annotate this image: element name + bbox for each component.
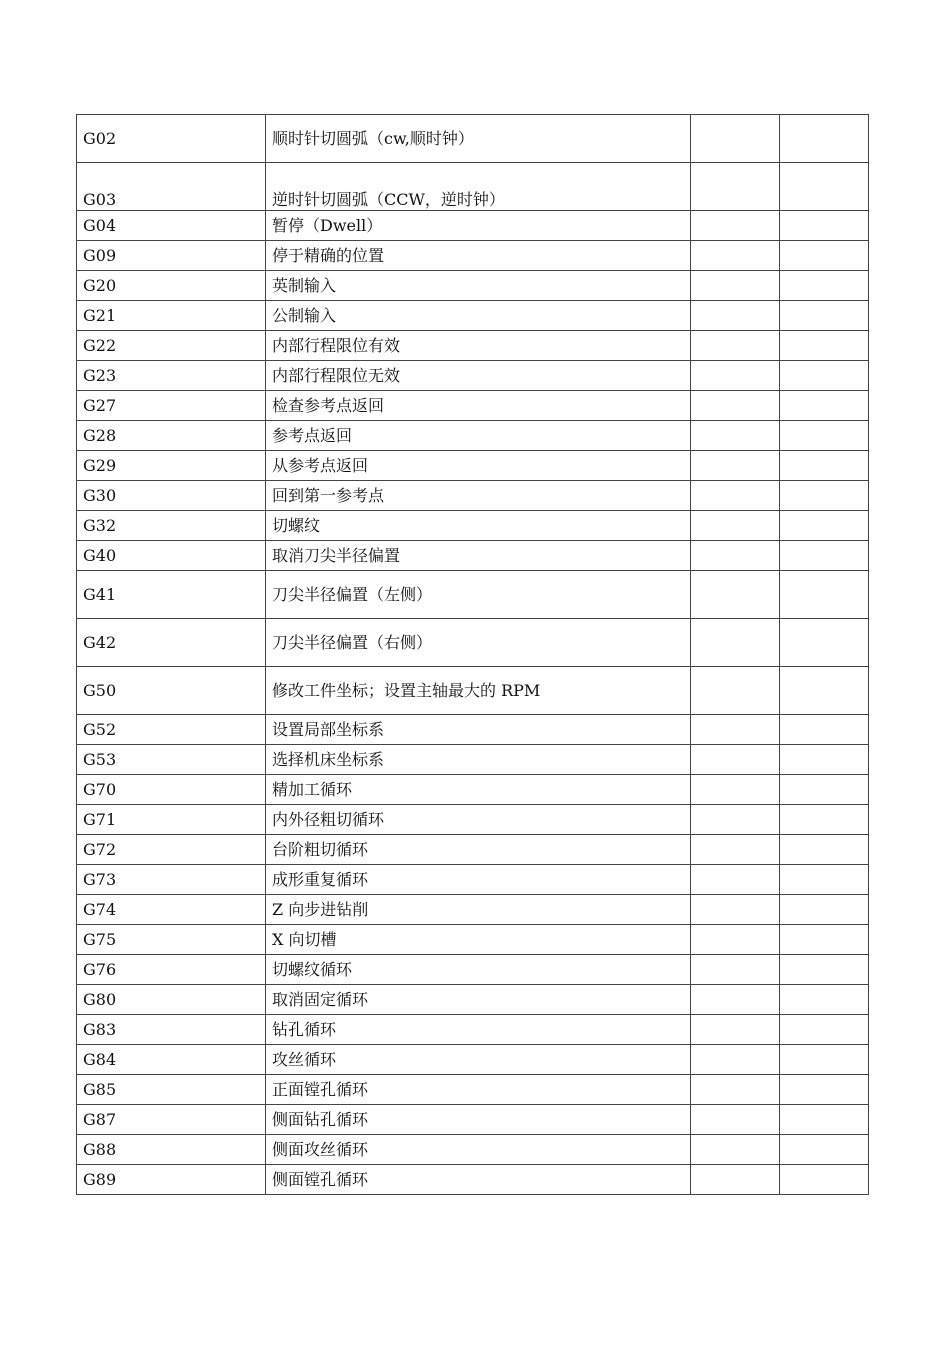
description-cell: 回到第一参考点 (266, 481, 691, 511)
gcode-cell: G03 (77, 163, 266, 211)
table-row (77, 865, 869, 895)
table-row (77, 1165, 869, 1195)
description-cell: 检查参考点返回 (266, 391, 691, 421)
table-row (77, 619, 869, 667)
gcode-cell: G20 (77, 271, 266, 301)
description-cell: 正面镗孔循环 (266, 1075, 691, 1105)
gcode-cell: G73 (77, 865, 266, 895)
empty-cell (691, 667, 780, 715)
gcode-table (76, 114, 869, 1195)
gcode-cell: G74 (77, 895, 266, 925)
table-row (77, 301, 869, 331)
empty-cell (691, 1015, 780, 1045)
gcode-cell: G83 (77, 1015, 266, 1045)
empty-cell (780, 925, 869, 955)
empty-cell (780, 667, 869, 715)
empty-cell (691, 481, 780, 511)
empty-cell (691, 1045, 780, 1075)
empty-cell (780, 619, 869, 667)
gcode-cell: G23 (77, 361, 266, 391)
empty-cell (780, 775, 869, 805)
empty-cell (780, 835, 869, 865)
gcode-cell: G09 (77, 241, 266, 271)
description-cell: 参考点返回 (266, 421, 691, 451)
table-row (77, 541, 869, 571)
empty-cell (780, 865, 869, 895)
empty-cell (691, 211, 780, 241)
empty-cell (780, 1045, 869, 1075)
description-cell: 攻丝循环 (266, 1045, 691, 1075)
description-cell: 侧面镗孔循环 (266, 1165, 691, 1195)
table-row (77, 451, 869, 481)
empty-cell (691, 775, 780, 805)
description-cell: 成形重复循环 (266, 865, 691, 895)
description-cell: 逆时针切圆弧（CCW，逆时钟） (266, 163, 691, 211)
table-row (77, 271, 869, 301)
empty-cell (780, 745, 869, 775)
description-cell: 侧面攻丝循环 (266, 1135, 691, 1165)
empty-cell (691, 715, 780, 745)
empty-cell (780, 955, 869, 985)
empty-cell (780, 451, 869, 481)
empty-cell (780, 241, 869, 271)
gcode-cell: G40 (77, 541, 266, 571)
gcode-cell: G27 (77, 391, 266, 421)
empty-cell (780, 715, 869, 745)
gcode-cell: G53 (77, 745, 266, 775)
table-row (77, 985, 869, 1015)
empty-cell (691, 541, 780, 571)
empty-cell (780, 271, 869, 301)
gcode-cell: G04 (77, 211, 266, 241)
empty-cell (691, 805, 780, 835)
table-row (77, 391, 869, 421)
empty-cell (780, 211, 869, 241)
gcode-cell: G87 (77, 1105, 266, 1135)
empty-cell (780, 895, 869, 925)
gcode-cell: G80 (77, 985, 266, 1015)
table-row (77, 361, 869, 391)
empty-cell (691, 241, 780, 271)
empty-cell (780, 1165, 869, 1195)
table-row (77, 1135, 869, 1165)
empty-cell (691, 571, 780, 619)
description-cell: 公制输入 (266, 301, 691, 331)
description-cell: 钻孔循环 (266, 1015, 691, 1045)
empty-cell (691, 115, 780, 163)
gcode-cell: G41 (77, 571, 266, 619)
gcode-cell: G85 (77, 1075, 266, 1105)
empty-cell (691, 925, 780, 955)
empty-cell (691, 451, 780, 481)
table-row (77, 241, 869, 271)
empty-cell (780, 481, 869, 511)
description-cell: 内部行程限位有效 (266, 331, 691, 361)
empty-cell (691, 271, 780, 301)
table-row (77, 115, 869, 163)
table-row (77, 895, 869, 925)
empty-cell (780, 541, 869, 571)
empty-cell (691, 1165, 780, 1195)
description-cell: Z 向步进钻削 (266, 895, 691, 925)
empty-cell (780, 391, 869, 421)
description-cell: 台阶粗切循环 (266, 835, 691, 865)
table-row (77, 775, 869, 805)
empty-cell (691, 895, 780, 925)
description-cell: 顺时针切圆弧（cw,顺时钟） (266, 115, 691, 163)
description-cell: 停于精确的位置 (266, 241, 691, 271)
table-row (77, 1105, 869, 1135)
table-row (77, 331, 869, 361)
description-cell: 设置局部坐标系 (266, 715, 691, 745)
gcode-cell: G76 (77, 955, 266, 985)
table-row (77, 835, 869, 865)
gcode-cell: G29 (77, 451, 266, 481)
empty-cell (780, 511, 869, 541)
description-cell: 切螺纹 (266, 511, 691, 541)
description-cell: 侧面钻孔循环 (266, 1105, 691, 1135)
gcode-cell: G70 (77, 775, 266, 805)
empty-cell (691, 1135, 780, 1165)
description-cell: 切螺纹循环 (266, 955, 691, 985)
gcode-cell: G21 (77, 301, 266, 331)
table-row (77, 571, 869, 619)
empty-cell (691, 745, 780, 775)
table-row (77, 421, 869, 451)
empty-cell (780, 985, 869, 1015)
empty-cell (691, 163, 780, 211)
empty-cell (691, 985, 780, 1015)
description-cell: 英制输入 (266, 271, 691, 301)
gcode-cell: G22 (77, 331, 266, 361)
description-cell: 暂停（Dwell） (266, 211, 691, 241)
gcode-cell: G42 (77, 619, 266, 667)
empty-cell (780, 301, 869, 331)
empty-cell (691, 1105, 780, 1135)
empty-cell (691, 1075, 780, 1105)
empty-cell (780, 571, 869, 619)
empty-cell (780, 163, 869, 211)
table-row (77, 925, 869, 955)
table-row (77, 745, 869, 775)
empty-cell (691, 361, 780, 391)
gcode-cell: G72 (77, 835, 266, 865)
description-cell: 修改工件坐标；设置主轴最大的 RPM (266, 667, 691, 715)
gcode-cell: G28 (77, 421, 266, 451)
description-cell: X 向切槽 (266, 925, 691, 955)
table-row (77, 1045, 869, 1075)
gcode-cell: G71 (77, 805, 266, 835)
empty-cell (780, 421, 869, 451)
table-row (77, 955, 869, 985)
table-row (77, 481, 869, 511)
gcode-cell: G89 (77, 1165, 266, 1195)
gcode-cell: G32 (77, 511, 266, 541)
gcode-cell: G84 (77, 1045, 266, 1075)
table-row (77, 667, 869, 715)
gcode-cell: G30 (77, 481, 266, 511)
description-cell: 内部行程限位无效 (266, 361, 691, 391)
empty-cell (691, 619, 780, 667)
table-row (77, 715, 869, 745)
description-cell: 从参考点返回 (266, 451, 691, 481)
gcode-table-body (77, 115, 869, 1195)
empty-cell (691, 421, 780, 451)
gcode-cell: G02 (77, 115, 266, 163)
empty-cell (780, 115, 869, 163)
empty-cell (780, 1135, 869, 1165)
empty-cell (691, 301, 780, 331)
table-row (77, 1075, 869, 1105)
description-cell: 取消刀尖半径偏置 (266, 541, 691, 571)
empty-cell (691, 865, 780, 895)
gcode-cell: G75 (77, 925, 266, 955)
empty-cell (691, 331, 780, 361)
empty-cell (691, 835, 780, 865)
table-row (77, 511, 869, 541)
empty-cell (691, 391, 780, 421)
description-cell: 刀尖半径偏置（右侧） (266, 619, 691, 667)
empty-cell (780, 1075, 869, 1105)
description-cell: 选择机床坐标系 (266, 745, 691, 775)
gcode-cell: G52 (77, 715, 266, 745)
description-cell: 内外径粗切循环 (266, 805, 691, 835)
empty-cell (780, 805, 869, 835)
table-row (77, 211, 869, 241)
empty-cell (780, 1015, 869, 1045)
gcode-cell: G50 (77, 667, 266, 715)
description-cell: 刀尖半径偏置（左侧） (266, 571, 691, 619)
table-row (77, 805, 869, 835)
empty-cell (691, 955, 780, 985)
gcode-cell: G88 (77, 1135, 266, 1165)
table-row (77, 163, 869, 211)
description-cell: 取消固定循环 (266, 985, 691, 1015)
empty-cell (780, 1105, 869, 1135)
empty-cell (691, 511, 780, 541)
empty-cell (780, 361, 869, 391)
table-row (77, 1015, 869, 1045)
empty-cell (780, 331, 869, 361)
description-cell: 精加工循环 (266, 775, 691, 805)
